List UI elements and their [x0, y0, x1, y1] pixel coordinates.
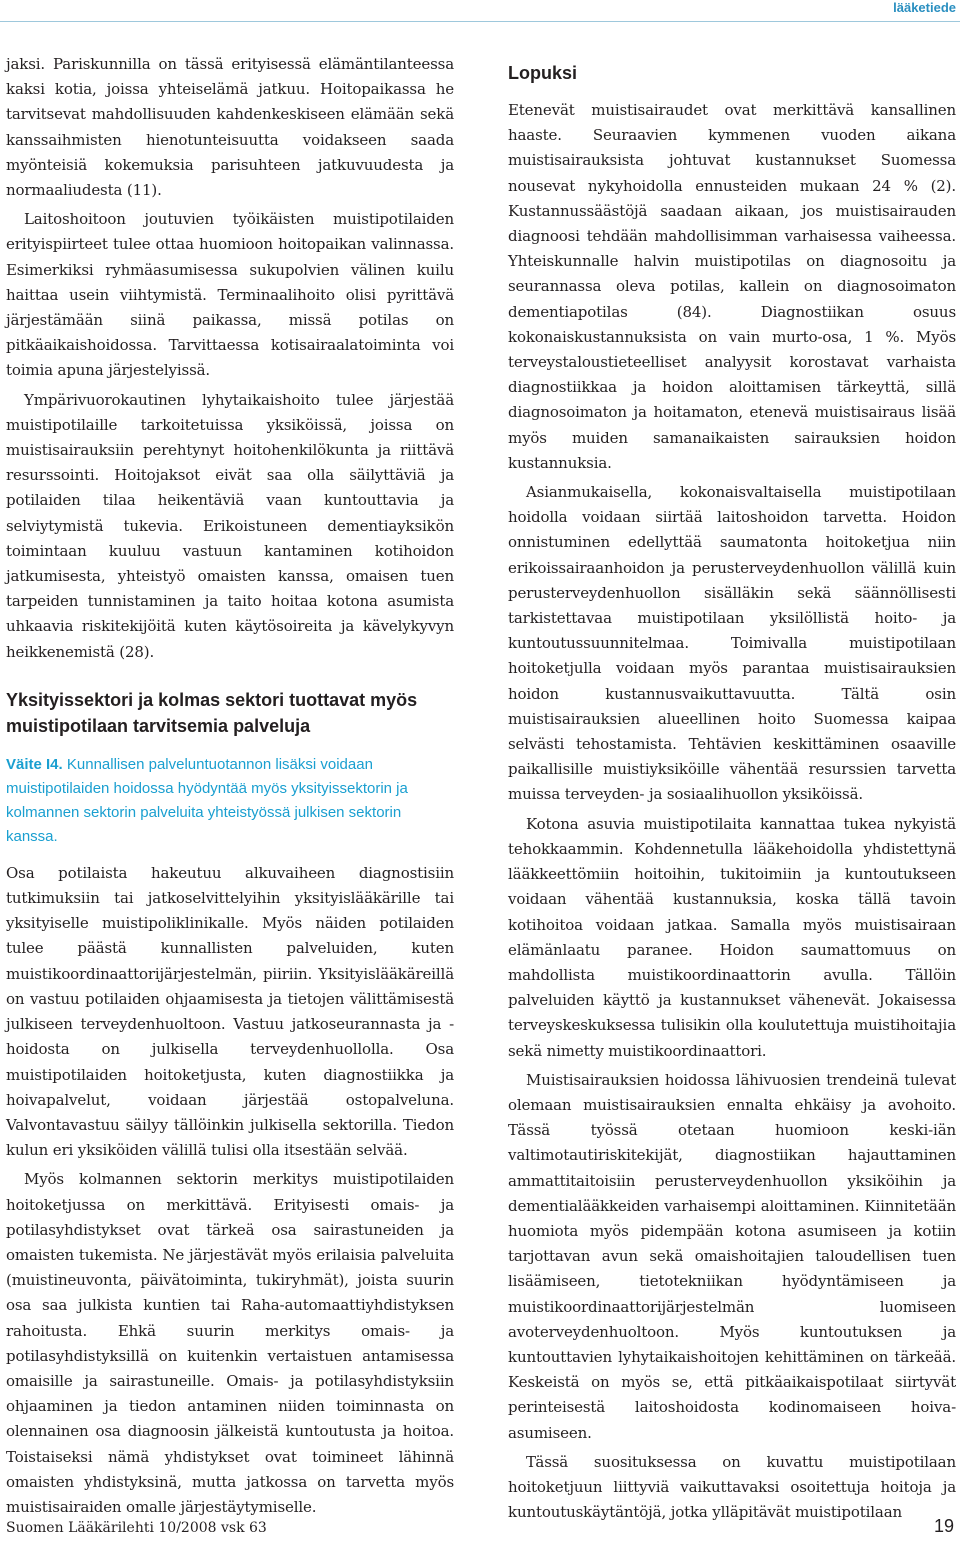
- journal-footer: Suomen Lääkärilehti 10/2008 vsk 63: [6, 1520, 267, 1536]
- body-paragraph: Myös kolmannen sektorin merkitys muistipotilaiden hoitoketjussa on merkittävä. Erityisesti omais- ja potilasyhdistykset ovat tärkeä osa sairastuneiden ja omaisten tukemista. Ne järjestävät myös erilaisia palveluita (muistineuvonta, päivätoiminta, tukiryhmät), joista suurin osa saa julkista kuntien tai Raha-automaattiyhdistyksen rahoitusta. Ehkä suurin merkitys omais- ja potilasyhdistyksillä on kuitenkin vertaistuen antamisessa omaisille ja sairastuneille. Omais- ja potilasyhdistyksiin ohjaaminen ja tiedon antaminen niiden toiminnasta on olennainen osa diagnoosin jälkeistä kuntoutusta ja hoitoa. Toistaiseksi nämä yhdistykset ovat toimineet lähinnä omaisten yhdistyksinä, mutta jatkossa on tarvetta myös muistisairaiden omalle järjestäytymiselle.: [6, 1170, 454, 1516]
- body-paragraph: Etenevät muistisairaudet ovat merkittävä kansallinen haaste. Seuraavien kymmenen vuoden aikana muistisairauksista johtuvat kustannukset Suomessa nousevat nykyhoidolla ennusteiden mukaan 24 % (2). Kustannussäästöjä saadaan aikaan, jos muistisairauden diagnoosi tehdään mahdollisimman varhaisessa vaiheessa. Yhteiskunnalle halvin muistipotilas on diagnosoitu ja seurannassa oleva potilas, kallein on diagnosoimaton dementiapotilas (84). Diagnostiikan osuus kokonaiskustannuksista on vain murto-osa, 1 %. Myös terveystaloustieteelliset analyysit korostavat varhaista diagnostiikkaa ja hoidon aloittamisen tärkeyttä, sillä diagnosoimaton ja hoitamaton, etenevä muistisairaus lisää myös muiden samanaikaisten sairauksien hoidon kustannuksia.: [508, 101, 956, 472]
- body-paragraph: Tässä suosituksessa on kuvattu muistipotilaan hoitoketjuun liittyviä vaikuttavaksi osoitettuja hoitoja ja kuntoutuskäytäntöjä, jotka ylläpitävät muistipotilaan: [508, 1452, 956, 1522]
- right-column: [508, 60, 956, 1525]
- page-number: 19: [933, 1516, 954, 1536]
- conclusion-heading: Lopuksi: [508, 63, 578, 83]
- body-paragraph: Laitoshoitoon joutuvien työikäisten muistipotilaiden erityispiirteet tulee ottaa huomioon hoitopaikan valinnassa. Esimerkiksi ryhmäasumisessa sukupolvien välinen kuilu haittaa usein viihtymistä. Terminaalihoito olisi pyrittävä järjestämään siinä paikassa, missä potilas on pitkäaikaishoidossa. Tarvittaessa kotisairaalatoiminta voi toimia apuna järjestelyissä.: [6, 210, 454, 380]
- body-paragraph: Asianmukaisella, kokonaisvaltaisella muistipotilaan hoidolla voidaan siirtää laitoshoidon tarvetta. Hoidon onnistuminen edellyttää saumatonta hoitoketjua niin erikoissairaanhoidon ja perusterveydenhuollon välillä kuin perusterveydenhuollon sisälläkin sekä säännöllisesti tarkistettavaa muistipotilaan yksilöllistä hoito- ja kuntoutussuunnitelmaa. Toimivalla muistipotilaan hoitoketjulla voidaan myös parantaa muistisairauksien hoidon kustannusvaikuttavuutta. Tältä osin muistisairauksien alueellinen hoito Suomessa kaipaa selvästi tehostamista. Tehtävien keskittäminen osaaville paikallisille muistiyksiköille vähentää resurssien tarvetta muissa terveyden- ja sosiaalihuollon yksiköissä.: [508, 483, 956, 804]
- body-paragraph: Muistisairauksien hoidossa lähivuosien trendeinä tulevat olemaan muistisairauksien ennalta ehkäisy ja avohoito. Tässä työssä otetaan huomioon keski-iän valtimotautiriskitekijät, diagnostiikan hajauttaminen ammattitaitoisiin perusterveydenhuollon yksiköihin ja dementialääkkeiden varhaisempi aloittaminen. Kiinnitetään huomiota myös pidempään kotona asumiseen ja kotiin tarjottavan avun sekä omaishoitajien taloudellisen tuen lisäämiseen, tietotekniikan hyödyntämiseen ja muistikoordinaattorijärjestelmän luomiseen avoterveydenhuoltoon. Myös kuntoutuksen ja kuntouttavien lyhytaikaishoitojen kehittäminen on tärkeää. Keskeistä on myös se, että pitkäaikaispotilaat siirtyvät perinteisestä laitoshoidosta kodinomaiseen hoiva-asumiseen.: [508, 1070, 956, 1442]
- body-paragraph: Kotona asuvia muistipotilaita kannattaa tukea nykyistä tehokkaammin. Kohdennetulla lääkehoidolla yhdistettynä lääkkeettömiin hoitoihin, tukitoimiin ja kuntoutukseen voidaan vähentää kustannuksia, koska tällä tavoin kotihoitoa voidaan jatkaa. Samalla myös muistisairaan elämänlaatu paranee. Hoidon saumattomuus on mahdollista muistikoordinaattorin avulla. Tällöin palveluiden käyttö ja kustannukset vähenevät. Jokaisessa terveyskeskuksessa tulisikin olla koulutettuja muistihoitajia sekä nimetty muistikoordinaattori.: [508, 814, 956, 1060]
- section-heading: Yksityissektori ja kolmas sektori tuottavat myös muistipotilaan tarvitsemia palveluja: [6, 689, 418, 736]
- claim-text: Kunnallisen palveluntuotannon lisäksi voidaan muistipotilaiden hoidossa hyödyntää myös yksityissektorin ja kolmannen sektorin palveluita yhteistyössä julkisen sektorin kanssa.: [6, 755, 408, 845]
- body-paragraph: Ympärivuorokautinen lyhytaikaishoito tulee järjestää muistipotilaille tarkoitetuissa yksiköissä, joissa on muistisairauksiin perehtynyt hoitohenkilökunta ja riittävä resurssointi. Hoitojaksot eivät saa olla säilyttäviä ja potilaiden tilaa heikentäviä vaan kuntouttavia ja selviytymistä tukevia. Erikoistuneen dementiayksikön toimintaan kuuluu vastuun kantaminen kotihoidon jatkumisesta, yhteistyö omaisten kanssa, omaisen tuen tarpeiden tunnistaminen ja taito hoitaa kotona asumista uhkaavia riskitekijöitä kuten käytösoireita ja kävelykyvyn heikkenemistä (28).: [6, 390, 454, 661]
- header-bar: [0, 0, 960, 20]
- recommendation-claim: [6, 753, 454, 849]
- body-paragraph: jaksi. Pariskunnilla on tässä erityisessä elämäntilanteessa kaksi kotia, joissa yhteiselämä jatkuu. Hoitopaikassa he tarvitsevat mahdollisuuden kahdenkeskiseen elämään sekä kanssaihmisten hienotunteisuutta voidakseen saada myönteisiä kokemuksia parisuhteen jatkuvuudesta ja normaaliudesta (11).: [6, 55, 454, 200]
- section-tag: lääketiede: [893, 0, 956, 15]
- claim-label: Väite I4.: [6, 755, 63, 773]
- body-paragraph: Osa potilaista hakeutuu alkuvaiheen diagnostisiin tutkimuksiin tai jatkoselvittelyihin yksityislääkärille tai yksityiselle muistipoliklinikalle. Myös näiden potilaiden tulee päästä kunnallisten palveluiden, kuten muistikoordinaattorijärjestelmän, piiriin. Yksityislääkäreillä on vastuu potilaiden ohjaamisesta ja tietojen välittämisestä julkiseen terveydenhuoltoon. Vastuu jatkoseurannasta ja -hoidosta on julkisella terveydenhuollolla. Osa muistipotilaiden hoitoketjusta, kuten diagnostiikka ja hoivapalvelut, voidaan järjestää ostopalveluna. Valvontavastuu säilyy tällöinkin julkisella sektorilla. Tiedon kulun eri yksiköiden välillä tulisi olla itsestään selvää.: [6, 863, 454, 1160]
- header-divider: [0, 21, 960, 22]
- left-column: [6, 52, 454, 1520]
